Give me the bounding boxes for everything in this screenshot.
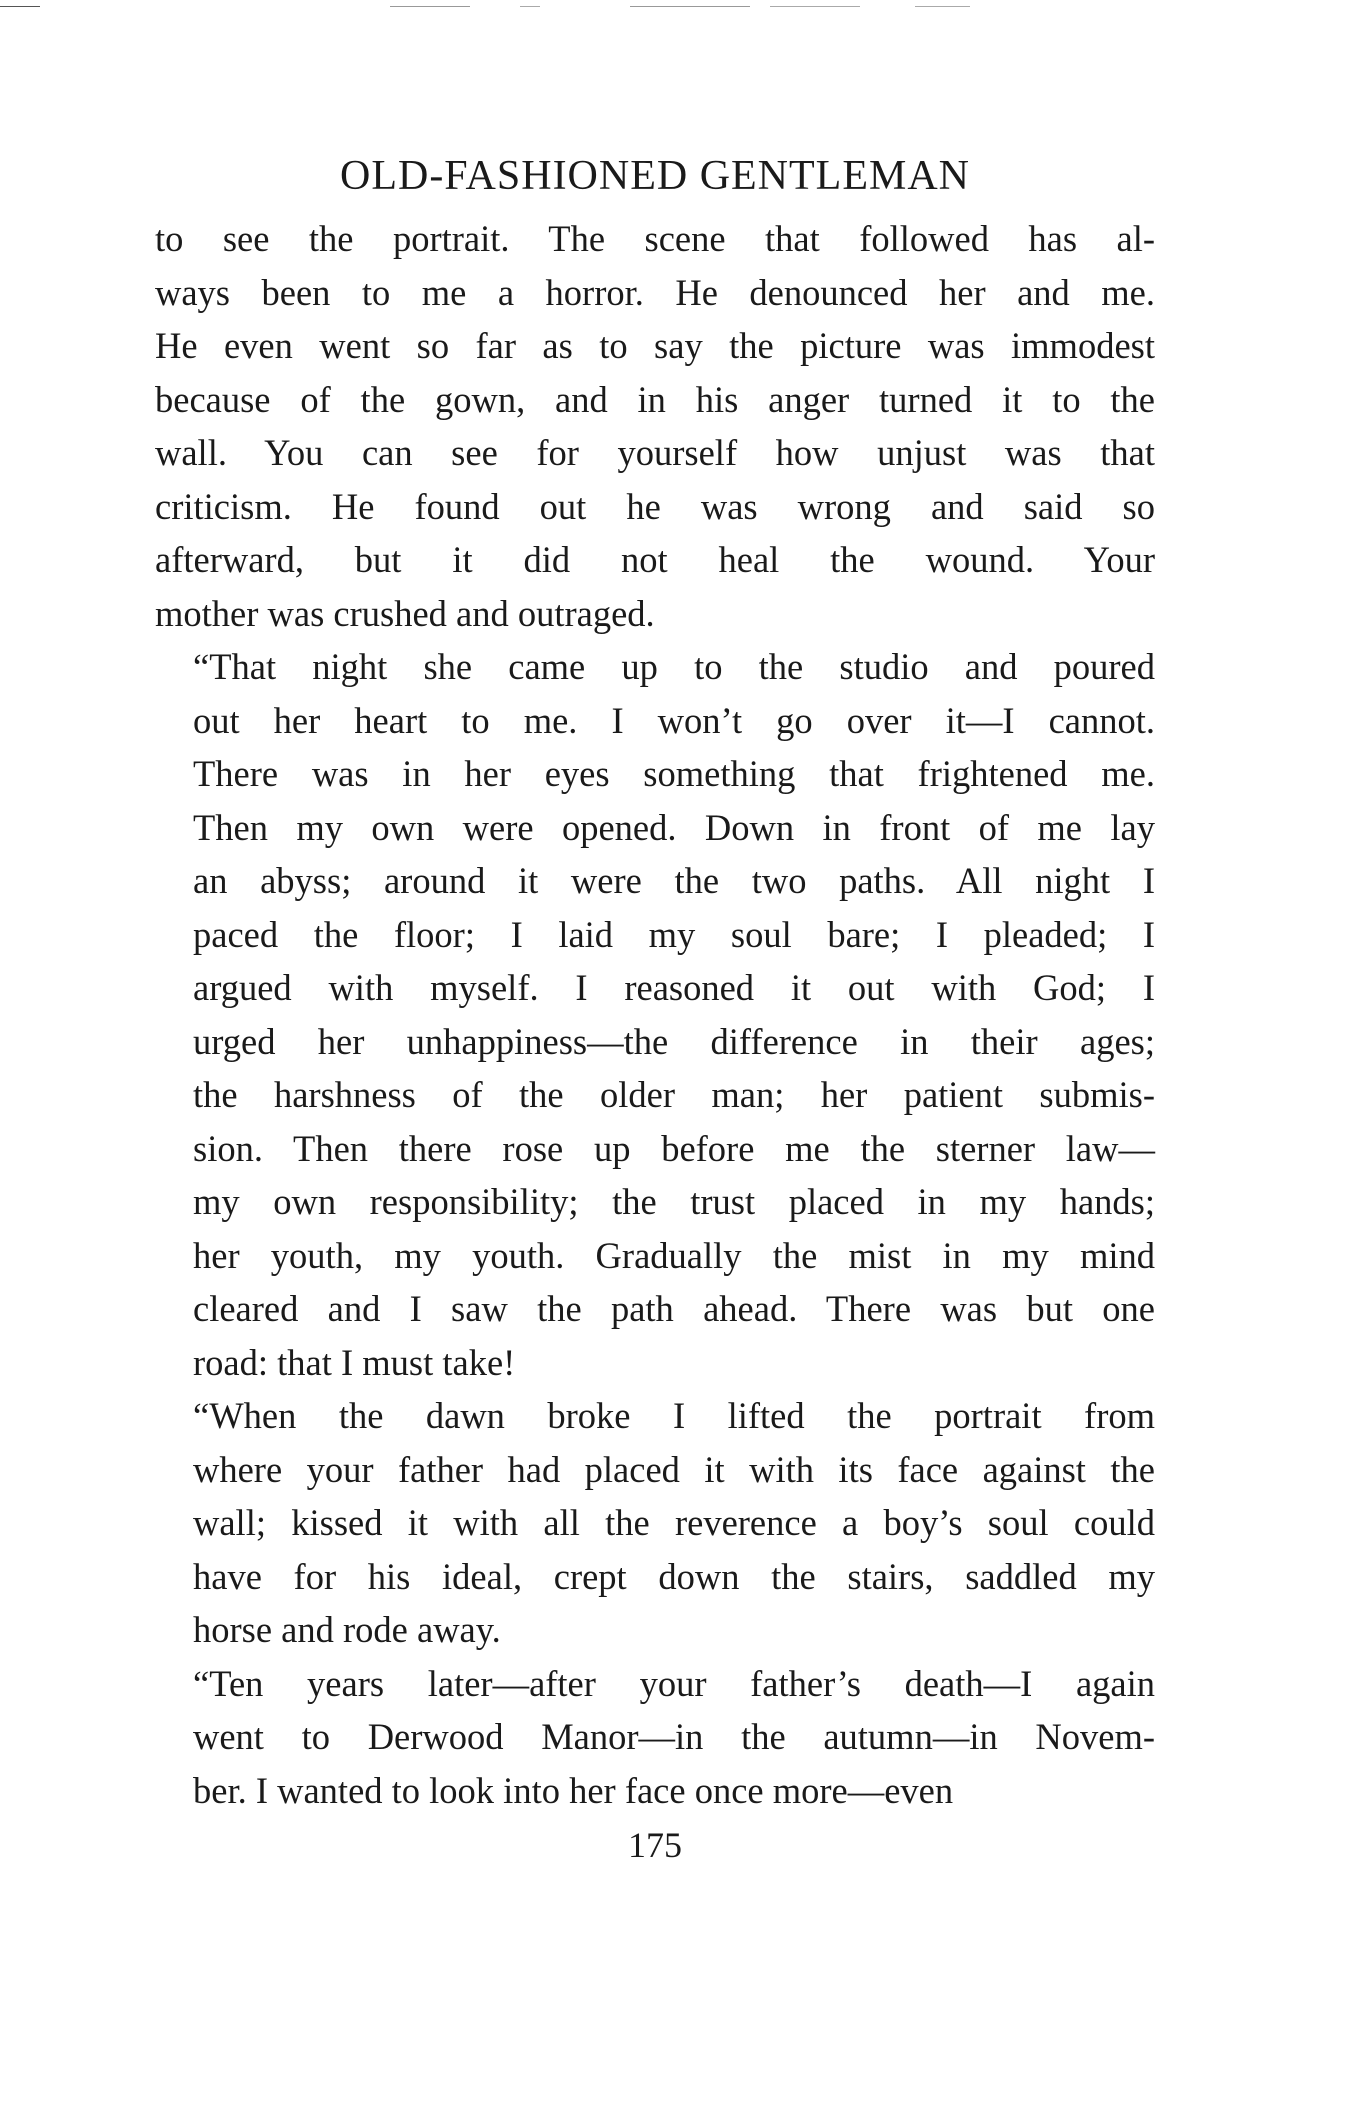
text-line: have for his ideal, crept down the stairs, saddled my <box>193 1555 1155 1597</box>
text-line: cleared and I saw the path ahead. There was but one <box>193 1288 1155 1329</box>
text-line: “Ten years later—after your father’s death—I again <box>193 1662 1155 1704</box>
text-line: her youth, my youth. Gradually the mist in my mind <box>193 1234 1155 1276</box>
text-line: Then my own were opened. Down in front of me lay <box>193 806 1155 848</box>
text-line: to see the portrait. The scene that followed has al- <box>155 218 1155 259</box>
body-text <box>155 212 1155 1817</box>
paragraph <box>155 640 1155 1389</box>
text-line: wall. You can see for yourself how unjust was that <box>155 432 1155 473</box>
text-line: There was in her eyes something that frightened me. <box>193 753 1155 794</box>
text-line: an abyss; around it were the two paths. All night I <box>193 860 1155 901</box>
text-line: “That night she came up to the studio and poured <box>193 646 1155 687</box>
text-line: afterward, but it did not heal the wound. Your <box>155 539 1155 580</box>
text-line: where your father had placed it with its face against the <box>193 1448 1155 1490</box>
text-line: out her heart to me. I won’t go over it—I cannot. <box>193 699 1155 741</box>
text-line: mother was crushed and outraged. <box>155 592 655 634</box>
text-line: horse and rode away. <box>193 1609 501 1650</box>
text-line: wall; kissed it with all the reverence a boy’s soul could <box>193 1502 1155 1543</box>
text-line: road: that I must take! <box>193 1341 516 1383</box>
text-line: went to Derwood Manor—in the autumn—in Novem- <box>193 1716 1155 1757</box>
text-line: ber. I wanted to look into her face once more—even <box>193 1769 954 1811</box>
text-line: urged her unhappiness—the difference in their ages; <box>193 1020 1155 1062</box>
paragraph <box>155 1389 1155 1657</box>
text-line: because of the gown, and in his anger turned it to the <box>155 378 1155 420</box>
text-line: He even went so far as to say the picture was immodest <box>155 325 1155 366</box>
book-page <box>155 148 1155 1871</box>
text-line: argued with myself. I reasoned it out with God; I <box>193 967 1155 1008</box>
text-line: the harshness of the older man; her patient submis- <box>193 1074 1155 1115</box>
text-line: criticism. He found out he was wrong and said so <box>155 485 1155 527</box>
running-head: OLD-FASHIONED GENTLEMAN <box>340 153 970 199</box>
text-line: my own responsibility; the trust placed in my hands; <box>193 1181 1155 1222</box>
text-line: ways been to me a horror. He denounced her and me. <box>155 271 1155 313</box>
paragraph <box>155 212 1155 640</box>
text-line: paced the floor; I laid my soul bare; I pleaded; I <box>193 913 1155 955</box>
top-edge-artifact <box>0 6 1346 10</box>
page-number: 175 <box>628 1825 682 1865</box>
text-line: “When the dawn broke I lifted the portrait from <box>193 1395 1155 1436</box>
paragraph <box>155 1657 1155 1818</box>
text-line: sion. Then there rose up before me the sterner law— <box>193 1127 1155 1169</box>
